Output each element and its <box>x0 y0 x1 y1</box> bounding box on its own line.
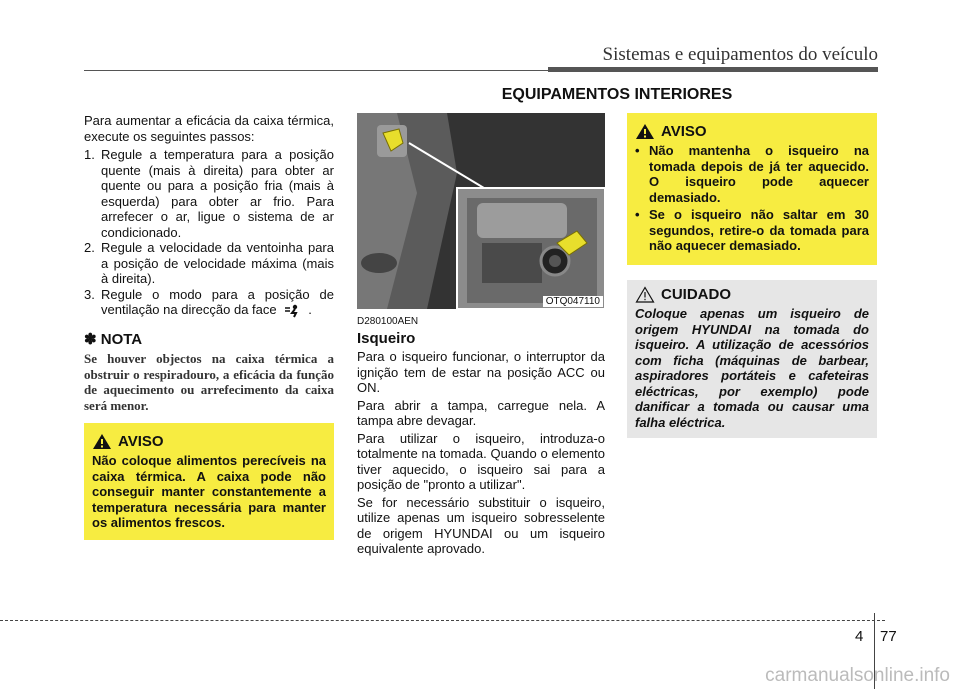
list-item: • Se o isqueiro não saltar em 30 segundos, retire-o da tomada para não aquecer demasiado. <box>635 207 869 253</box>
nota-text: Se houver objectos na caixa térmica a obstruir o respiradouro, a eficácia da função de aquecimento ou arrefecimento da caixa será menor. <box>84 351 334 413</box>
steps-list <box>84 147 334 318</box>
warning-box-cooler <box>84 423 334 540</box>
paragraph: Se for necessário substituir o isqueiro, utilize apenas um isqueiro sobresselente de origem HYUNDAI ou um isqueiro equivalente aprovado. <box>357 494 605 556</box>
step-number: 3. <box>84 286 95 302</box>
list-item <box>84 147 334 240</box>
photo-label: OTQ047110 <box>543 296 603 307</box>
caution-text: Coloque apenas um isqueiro de origem HYUNDAI na tomada do isqueiro. A utilização de acessórios com ficha (máquinas de barbear, aspiradores portáteis e cafeteiras eléctricas, por exemplo) pode danificar a tomada ou causar uma falha eléctrica. <box>635 306 869 430</box>
list-item <box>84 240 334 287</box>
step-text: Regule a velocidade da ventoinha para a posição de velocidade máxima (mais à direita). <box>101 240 334 286</box>
footer-rule <box>0 620 885 621</box>
page-number: 77 <box>880 628 897 645</box>
paragraph: Para o isqueiro funcionar, o interruptor da ignição tem de estar na posição ACC ou ON. <box>357 349 605 395</box>
middle-column <box>357 349 605 559</box>
paragraph: Para abrir a tampa, carregue nela. A tampa abre devagar. <box>357 397 605 428</box>
paragraph: Para utilizar o isqueiro, introduza-o totalmente na tomada. Quando o elemento tiver aquecido, o isqueiro sai para a posição de "pronto a utilizar". <box>357 430 605 492</box>
nota-title: ✽ NOTA <box>84 330 143 348</box>
warning-text: Não coloque alimentos perecíveis na caixa térmica. A caixa pode não conseguir manter constantemente a temperatura necessária para manter os alimentos frescos. <box>92 453 326 530</box>
header-rule <box>84 70 554 71</box>
section-title: EQUIPAMENTOS INTERIORES <box>501 86 733 103</box>
step-end: . <box>308 302 312 317</box>
warning-triangle-icon <box>635 123 655 140</box>
left-column <box>84 113 334 413</box>
caution-triangle-icon <box>635 286 655 303</box>
warning-list <box>635 143 869 254</box>
intro-text: Para aumentar a eficácia da caixa térmica, execute os seguintes passos: <box>84 113 334 144</box>
header-title: Sistemas e equipamentos do veículo <box>602 44 878 65</box>
step-number: 2. <box>84 240 95 255</box>
step-text: Regule o modo para a posição de ventilação na direcção da face <box>101 286 334 317</box>
chapter-number: 4 <box>855 628 864 645</box>
warning-box-lighter <box>627 113 877 265</box>
header-rule-bar <box>548 67 878 72</box>
step-number: 1. <box>84 147 95 162</box>
list-item <box>84 287 334 318</box>
caution-box <box>627 280 877 438</box>
warning-title: AVISO <box>661 123 707 140</box>
face-vent-icon <box>283 304 305 318</box>
caution-title: CUIDADO <box>661 286 731 303</box>
warning-item-text: Não mantenha o isqueiro na tomada depois de já ter aquecido. O isqueiro pode aquecer demasiado. <box>649 143 869 205</box>
step-text: Regule a temperatura para a posição quente (mais à direita) para obter ar quente ou para a posição fria (mais à esquerda) para obter ar frio. Para arrefecer o ar, ligue o sistema de ar condicionado. <box>101 147 334 240</box>
section-code: D280100AEN <box>357 316 419 327</box>
photo-illustration <box>357 113 605 309</box>
lighter-title: Isqueiro <box>357 330 416 347</box>
watermark: carmanualsonline.info <box>765 665 950 686</box>
warning-title: AVISO <box>118 433 164 450</box>
list-item: • Não mantenha o isqueiro na tomada depois de já ter aquecido. O isqueiro pode aquecer demasiado. <box>635 143 869 205</box>
warning-triangle-icon <box>92 433 112 450</box>
warning-item-text: Se o isqueiro não saltar em 30 segundos, retire-o da tomada para não aquecer demasiado. <box>649 207 869 253</box>
cigarette-lighter-photo <box>357 113 605 309</box>
